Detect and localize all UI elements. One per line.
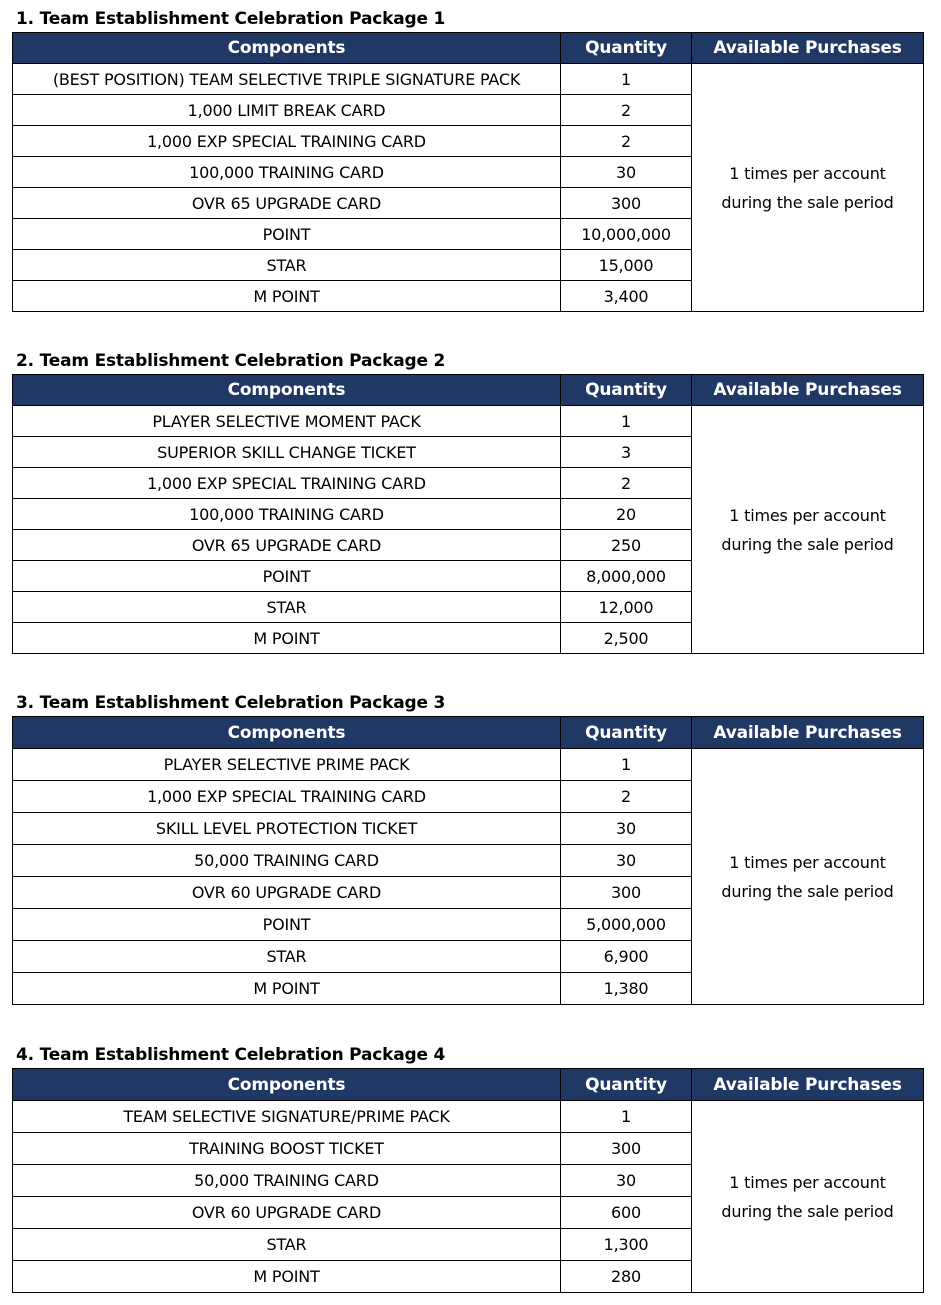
quantity-cell: 2: [561, 468, 692, 499]
component-cell: POINT: [13, 561, 561, 592]
table-header-row: [13, 717, 924, 749]
quantity-cell: 300: [561, 1133, 692, 1165]
quantity-cell: 8,000,000: [561, 561, 692, 592]
component-cell: OVR 60 UPGRADE CARD: [13, 1197, 561, 1229]
quantity-cell: 2: [561, 126, 692, 157]
component-cell: 1,000 LIMIT BREAK CARD: [13, 95, 561, 126]
quantity-cell: 280: [561, 1261, 692, 1293]
availability-line: during the sale period: [721, 192, 894, 212]
header-available-purchases: Available Purchases: [692, 33, 924, 64]
component-cell: STAR: [13, 941, 561, 973]
quantity-cell: 1,300: [561, 1229, 692, 1261]
quantity-cell: 1: [561, 64, 692, 95]
component-cell: M POINT: [13, 1261, 561, 1293]
component-cell: TEAM SELECTIVE SIGNATURE/PRIME PACK: [13, 1101, 561, 1133]
package-title: 3. Team Establishment Celebration Package 3: [16, 693, 446, 713]
header-available-purchases: Available Purchases: [692, 717, 924, 749]
quantity-cell: 1: [561, 1101, 692, 1133]
header-components: Components: [13, 33, 561, 64]
quantity-cell: 1: [561, 406, 692, 437]
table-row: [13, 64, 924, 95]
table-header-row: [13, 1069, 924, 1101]
header-available-purchases: Available Purchases: [692, 375, 924, 406]
quantity-cell: 5,000,000: [561, 909, 692, 941]
component-cell: 1,000 EXP SPECIAL TRAINING CARD: [13, 468, 561, 499]
package-table: [12, 1068, 924, 1293]
quantity-cell: 30: [561, 813, 692, 845]
component-cell: SUPERIOR SKILL CHANGE TICKET: [13, 437, 561, 468]
availability-line: 1 times per account: [729, 163, 886, 183]
quantity-cell: 1: [561, 749, 692, 781]
package-section-4: [12, 1042, 923, 1293]
package-section-3: [12, 690, 923, 1005]
header-quantity: Quantity: [561, 33, 692, 64]
component-cell: 50,000 TRAINING CARD: [13, 845, 561, 877]
header-quantity: Quantity: [561, 375, 692, 406]
component-cell: STAR: [13, 592, 561, 623]
availability-line: during the sale period: [721, 881, 894, 901]
package-table: [12, 716, 924, 1005]
availability-line: during the sale period: [721, 534, 894, 554]
availability-cell: [692, 1101, 924, 1293]
header-components: Components: [13, 717, 561, 749]
quantity-cell: 300: [561, 877, 692, 909]
quantity-cell: 250: [561, 530, 692, 561]
table-row: [13, 406, 924, 437]
component-cell: POINT: [13, 909, 561, 941]
component-cell: TRAINING BOOST TICKET: [13, 1133, 561, 1165]
component-cell: 100,000 TRAINING CARD: [13, 157, 561, 188]
table-row: [13, 749, 924, 781]
quantity-cell: 10,000,000: [561, 219, 692, 250]
component-cell: 1,000 EXP SPECIAL TRAINING CARD: [13, 126, 561, 157]
component-cell: 100,000 TRAINING CARD: [13, 499, 561, 530]
quantity-cell: 12,000: [561, 592, 692, 623]
component-cell: STAR: [13, 250, 561, 281]
table-header-row: [13, 33, 924, 64]
quantity-cell: 3: [561, 437, 692, 468]
component-cell: M POINT: [13, 973, 561, 1005]
quantity-cell: 6,900: [561, 941, 692, 973]
availability-cell: [692, 406, 924, 654]
component-cell: (BEST POSITION) TEAM SELECTIVE TRIPLE SIGNATURE PACK: [13, 64, 561, 95]
component-cell: STAR: [13, 1229, 561, 1261]
component-cell: PLAYER SELECTIVE MOMENT PACK: [13, 406, 561, 437]
quantity-cell: 600: [561, 1197, 692, 1229]
quantity-cell: 20: [561, 499, 692, 530]
quantity-cell: 30: [561, 157, 692, 188]
availability-cell: [692, 749, 924, 1005]
package-section-1: [12, 6, 923, 312]
availability-line: 1 times per account: [729, 852, 886, 872]
component-cell: SKILL LEVEL PROTECTION TICKET: [13, 813, 561, 845]
package-title: 4. Team Establishment Celebration Package 4: [16, 1045, 446, 1065]
package-title: 1. Team Establishment Celebration Package 1: [16, 9, 446, 29]
header-components: Components: [13, 1069, 561, 1101]
quantity-cell: 2: [561, 95, 692, 126]
quantity-cell: 30: [561, 1165, 692, 1197]
quantity-cell: 2: [561, 781, 692, 813]
component-cell: M POINT: [13, 281, 561, 312]
header-quantity: Quantity: [561, 1069, 692, 1101]
component-cell: OVR 65 UPGRADE CARD: [13, 530, 561, 561]
component-cell: POINT: [13, 219, 561, 250]
header-available-purchases: Available Purchases: [692, 1069, 924, 1101]
quantity-cell: 3,400: [561, 281, 692, 312]
component-cell: 50,000 TRAINING CARD: [13, 1165, 561, 1197]
quantity-cell: 30: [561, 845, 692, 877]
component-cell: M POINT: [13, 623, 561, 654]
component-cell: 1,000 EXP SPECIAL TRAINING CARD: [13, 781, 561, 813]
table-row: [13, 1101, 924, 1133]
package-table: [12, 32, 924, 312]
quantity-cell: 15,000: [561, 250, 692, 281]
component-cell: PLAYER SELECTIVE PRIME PACK: [13, 749, 561, 781]
table-header-row: [13, 375, 924, 406]
availability-cell: [692, 64, 924, 312]
quantity-cell: 2,500: [561, 623, 692, 654]
package-title: 2. Team Establishment Celebration Package 2: [16, 351, 446, 371]
availability-line: during the sale period: [721, 1201, 894, 1221]
availability-line: 1 times per account: [729, 505, 886, 525]
component-cell: OVR 60 UPGRADE CARD: [13, 877, 561, 909]
quantity-cell: 300: [561, 188, 692, 219]
package-section-2: [12, 348, 923, 654]
availability-line: 1 times per account: [729, 1172, 886, 1192]
package-table: [12, 374, 924, 654]
header-quantity: Quantity: [561, 717, 692, 749]
header-components: Components: [13, 375, 561, 406]
quantity-cell: 1,380: [561, 973, 692, 1005]
component-cell: OVR 65 UPGRADE CARD: [13, 188, 561, 219]
